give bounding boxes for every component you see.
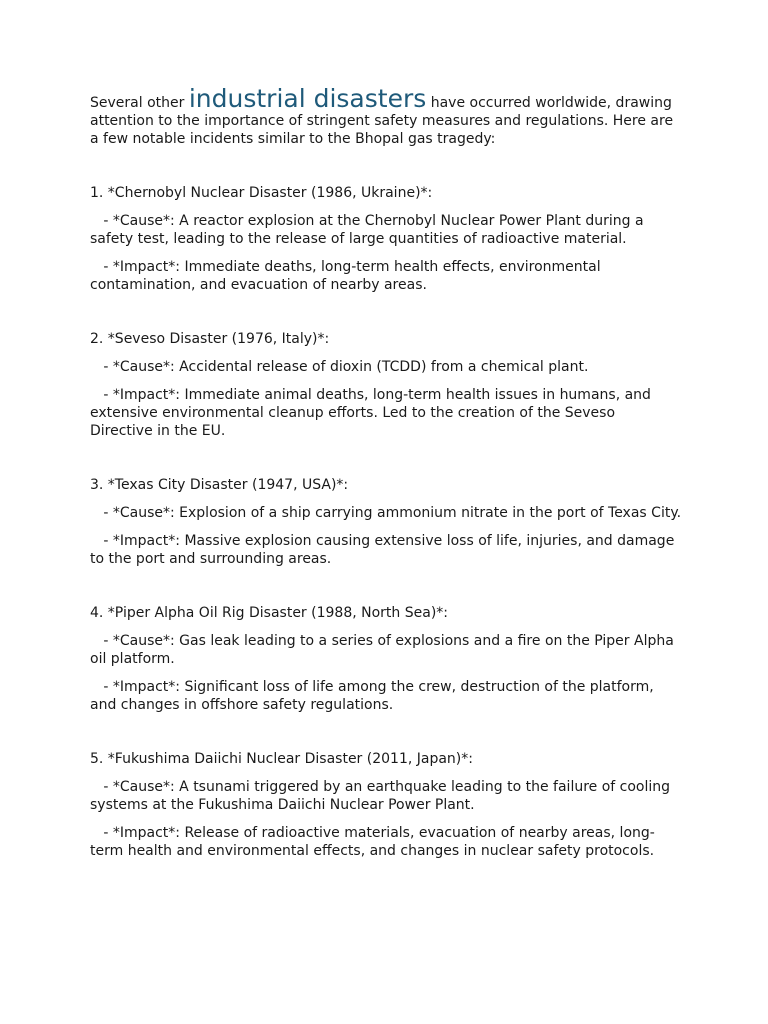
incident-1: [90, 184, 682, 294]
document-page: [90, 84, 682, 860]
incident-title: 1. *Chernobyl Nuclear Disaster (1986, Ukraine)*:: [90, 185, 433, 201]
incident-impact: - *Impact*: Significant loss of life among the crew, destruction of the platform, and changes in offshore safety regulations.: [90, 679, 659, 713]
incident-impact: - *Impact*: Massive explosion causing extensive loss of life, injuries, and damage to the port and surrounding areas.: [90, 533, 679, 567]
intro-text-before: Several other: [90, 95, 189, 111]
incident-impact: - *Impact*: Release of radioactive materials, evacuation of nearby areas, long-term health and environmental effects, and changes in nuclear safety protocols.: [90, 825, 655, 859]
incident-impact: - *Impact*: Immediate animal deaths, long-term health issues in humans, and extensive environmental cleanup efforts. Led to the creation of the Seveso Directive in the EU.: [90, 387, 656, 439]
incident-cause: - *Cause*: Gas leak leading to a series of explosions and a fire on the Piper Alpha oil platform.: [90, 633, 679, 667]
incident-cause: - *Cause*: Explosion of a ship carrying ammonium nitrate in the port of Texas City.: [90, 505, 682, 521]
incident-4: [90, 604, 682, 714]
incident-cause: - *Cause*: A reactor explosion at the Chernobyl Nuclear Power Plant during a safety test, leading to the release of large quantities of radioactive material.: [90, 213, 649, 247]
incident-5: [90, 750, 682, 860]
intro-highlight-link[interactable]: industrial disasters: [188, 84, 427, 113]
incident-title: 5. *Fukushima Daiichi Nuclear Disaster (2011, Japan)*:: [90, 751, 473, 767]
incident-title: 2. *Seveso Disaster (1976, Italy)*:: [90, 331, 330, 347]
incident-title: 4. *Piper Alpha Oil Rig Disaster (1988, North Sea)*:: [90, 605, 448, 621]
incident-cause: - *Cause*: Accidental release of dioxin (TCDD) from a chemical plant.: [90, 359, 589, 375]
incident-title: 3. *Texas City Disaster (1947, USA)*:: [90, 477, 349, 493]
intro-text-after: have occurred worldwide, drawing attention to the importance of stringent safety measures and regulations. Here are a few notable incidents similar to the Bhopal gas tragedy:: [90, 95, 674, 147]
incident-cause: - *Cause*: A tsunami triggered by an earthquake leading to the failure of cooling systems at the Fukushima Daiichi Nuclear Power Plant.: [90, 779, 675, 813]
incident-3: [90, 476, 682, 568]
incident-impact: - *Impact*: Immediate deaths, long-term health effects, environmental contamination, and evacuation of nearby areas.: [90, 259, 606, 293]
incident-2: [90, 330, 682, 440]
intro-paragraph: [90, 84, 682, 148]
